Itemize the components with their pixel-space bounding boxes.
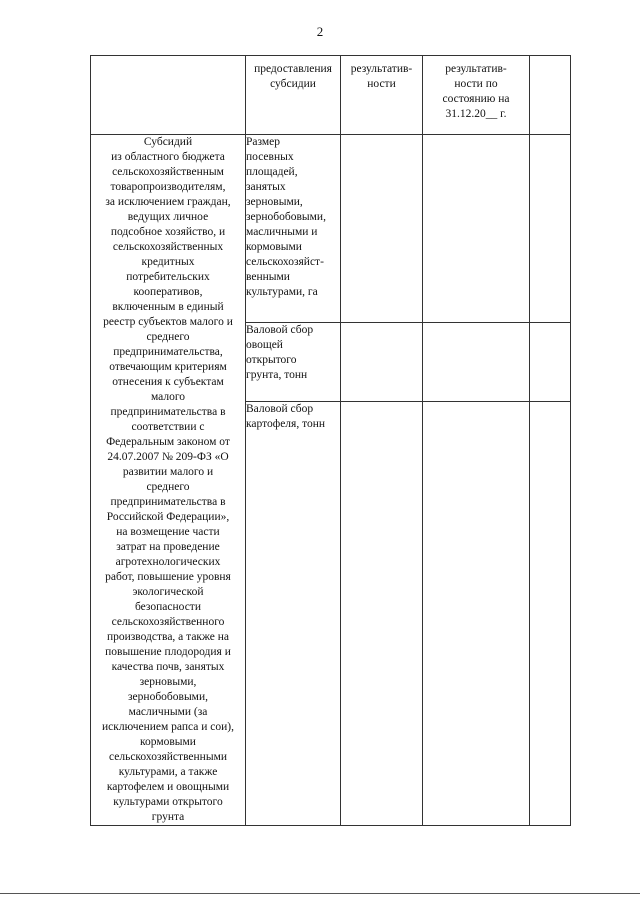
- header-cell-result-as-of: результатив- ности по состоянию на 31.12.20__ г.: [423, 56, 530, 135]
- empty-cell: [423, 401, 530, 825]
- empty-cell: [341, 135, 423, 323]
- empty-cell: [530, 135, 571, 323]
- table-row: [91, 135, 571, 323]
- page-number: 2: [316, 24, 324, 39]
- header-cell-blank-5: [530, 56, 571, 135]
- header-cell-blank-1: [91, 56, 246, 135]
- header-cell-result: результатив- ности: [341, 56, 423, 135]
- empty-cell: [530, 401, 571, 825]
- empty-cell: [341, 401, 423, 825]
- header-cell-provision: предоставления субсидии: [246, 56, 341, 135]
- empty-cell: [423, 135, 530, 323]
- page-bottom-rule: [0, 893, 640, 894]
- empty-cell: [423, 322, 530, 401]
- indicator-potatoes-cell: Валовой сбор картофеля, тонн: [246, 401, 341, 825]
- empty-cell: [341, 322, 423, 401]
- subsidy-description-cell: Субсидий из областного бюджета сельскохозяйственным товаропроизводителям, за исключением граждан, ведущих личное подсобное хозяйство, и сельскохозяйственных кредитных потребительских кооперативов, включенным в единый реестр субъектов малого и среднего предпринимательства, отвечающим критериям отнесения к субъектам малого предпринимательства в соответствии с Федеральным законом от 24.07.2007 № 209-ФЗ «О развитии малого и среднего предпринимательства в Российской Федерации», на возмещение части затрат на проведение агротехнологических работ, повышение уровня экологической безопасности сельскохозяйственного производства, а также на повышение плодородия и качества почв, занятых зерновыми, зернобобовыми, масличными (за исключением рапса и сои), кормовыми сельскохозяйственными культурами, а также картофелем и овощными культурами открытого грунта: [91, 135, 246, 826]
- indicators-table: [90, 55, 571, 826]
- table-header-row: [91, 56, 571, 135]
- indicator-vegetables-cell: Валовой сбор овощей открытого грунта, тонн: [246, 322, 341, 401]
- empty-cell: [530, 322, 571, 401]
- indicator-sown-area-cell: Размер посевных площадей, занятых зерновыми, зернобобовыми, масличными и кормовыми сельскохозяйст- венными культурами, га: [246, 135, 341, 323]
